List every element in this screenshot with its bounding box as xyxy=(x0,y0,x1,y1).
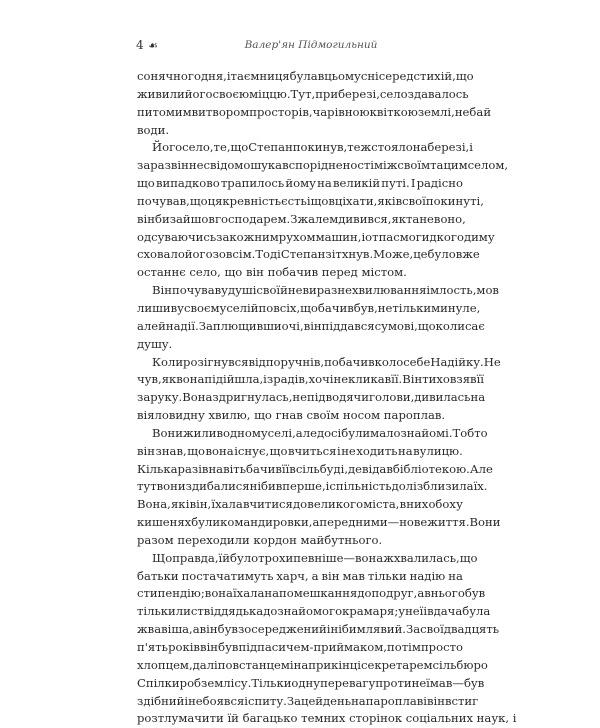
body-text xyxy=(137,68,517,728)
text-line: живили його своєю міццю. Тут, при березі, село здавалось xyxy=(137,86,469,101)
text-line: душу. xyxy=(137,336,173,351)
text-line: він знав, що вона існує, що вчиться і не ходить на вулицю. xyxy=(137,443,463,458)
text-line: Коли розігнувся від поручнів, побачив коло себе Надійку. Не xyxy=(152,354,501,369)
text-line: питомим витвором просторів, чарівною квіткою землі, неба й xyxy=(137,104,492,119)
text-line: Вона, як і він, їхала вчитися до великого міста, в них обох у xyxy=(137,497,463,512)
text-line: Спілки робземлісу. Тільки одну перевагу проти неї мав — був xyxy=(137,675,485,690)
text-line: що випадково трапилось йому на великій путі. І радісно xyxy=(137,176,463,191)
text-line: Вони жили в одному селі, але досі були мало знайомі. Тобто xyxy=(152,425,488,440)
text-line: але й надії. Заплющивши очі, він піддався сумові, що колисає xyxy=(137,318,485,333)
text-line: води. xyxy=(137,122,170,137)
running-head xyxy=(136,38,466,54)
paragraph xyxy=(137,68,492,139)
text-line: за руку. Вона здригнулась, не підводячи голови, дивилась на xyxy=(137,390,486,405)
text-line: зараз він несвідомо шукав спорідненості між своїм та цим селом, xyxy=(137,158,509,173)
text-line: сховало його зовсім. Тоді Степан зітхнув. Може, це було вже xyxy=(137,247,480,262)
paragraph xyxy=(137,354,501,425)
text-line: чув, як вона підійшла, і зрадів, хоч і не кликав її. Він тихо взяв її xyxy=(137,372,485,387)
text-line: хлопцем, далі повстанцем і наприкінці секретарем сільбюро xyxy=(137,657,488,672)
ornament-icon: ☙ xyxy=(148,39,158,52)
text-line: віяловидну хвилю, що гнав своїм носом пароплав. xyxy=(137,408,446,423)
text-line: Щоправда, їй було трохи певніше — вона ж хвалилась, що xyxy=(152,550,478,565)
page-number: 4 xyxy=(136,38,144,52)
text-line: тільки лист від дядька до знайомого крамаря; у неї і вдача була xyxy=(137,604,491,619)
text-line: Він почував у душі своїй невиразне хвилювання і млость, мов xyxy=(152,283,499,298)
text-line: лишив у своєму селі й по всіх, що бачив був, не тільки минуле, xyxy=(137,300,481,315)
text-line: жвавіша, а він був зосереджений і ніби млявий. За свої двадцять xyxy=(137,622,500,637)
paragraph xyxy=(137,550,517,728)
text-line: сонячного дня, і таємниця була в цьому сні серед стихій, що xyxy=(137,69,474,83)
text-line: розтлумачити їй багацько темних сторінок соціальних наук, і xyxy=(137,711,517,726)
paragraph xyxy=(137,139,509,282)
text-line: Кілька разів навіть бачив її в сільбуді, де відав бібліотекою. Але xyxy=(137,461,493,476)
text-line: разом переходили кордон майбутнього. xyxy=(137,532,383,547)
text-line: здібний і не боявся іспиту. За цей день на пароплаві він встиг xyxy=(137,693,479,708)
paragraph xyxy=(137,425,501,550)
text-line: останнє село, що він побачив перед містом. xyxy=(137,265,407,280)
text-line: батьки постачатимуть харч, а він мав тільки надію на xyxy=(137,568,463,583)
text-line: почував, що ця кревність єсть і що в ці хати, як і в свої покинуті, xyxy=(137,193,484,208)
paragraph xyxy=(137,282,499,353)
running-title: Валер'ян Підмогильний xyxy=(244,39,378,51)
text-line: стипендію; вона їхала на помешкання до подруг, а в нього був xyxy=(137,586,486,601)
text-line: п'ять років він був підпасичем-приймаком, потім просто xyxy=(137,640,463,654)
text-line: тут вони здибалися ніби вперше, і спільність долі зблизила їх. xyxy=(137,479,488,494)
text-line: кишенях були командировки, а перед ними — нове життя. Вони xyxy=(137,515,501,530)
text-line: він би зайшов господарем. З жалем дивився, як тане воно, xyxy=(137,211,466,226)
text-line: Його село, те, що Степан покинув, теж стояло на березі, і xyxy=(152,140,473,155)
text-line: одсуваючись за кожним рухом машин, і от пасмо гидкого диму xyxy=(137,229,495,244)
